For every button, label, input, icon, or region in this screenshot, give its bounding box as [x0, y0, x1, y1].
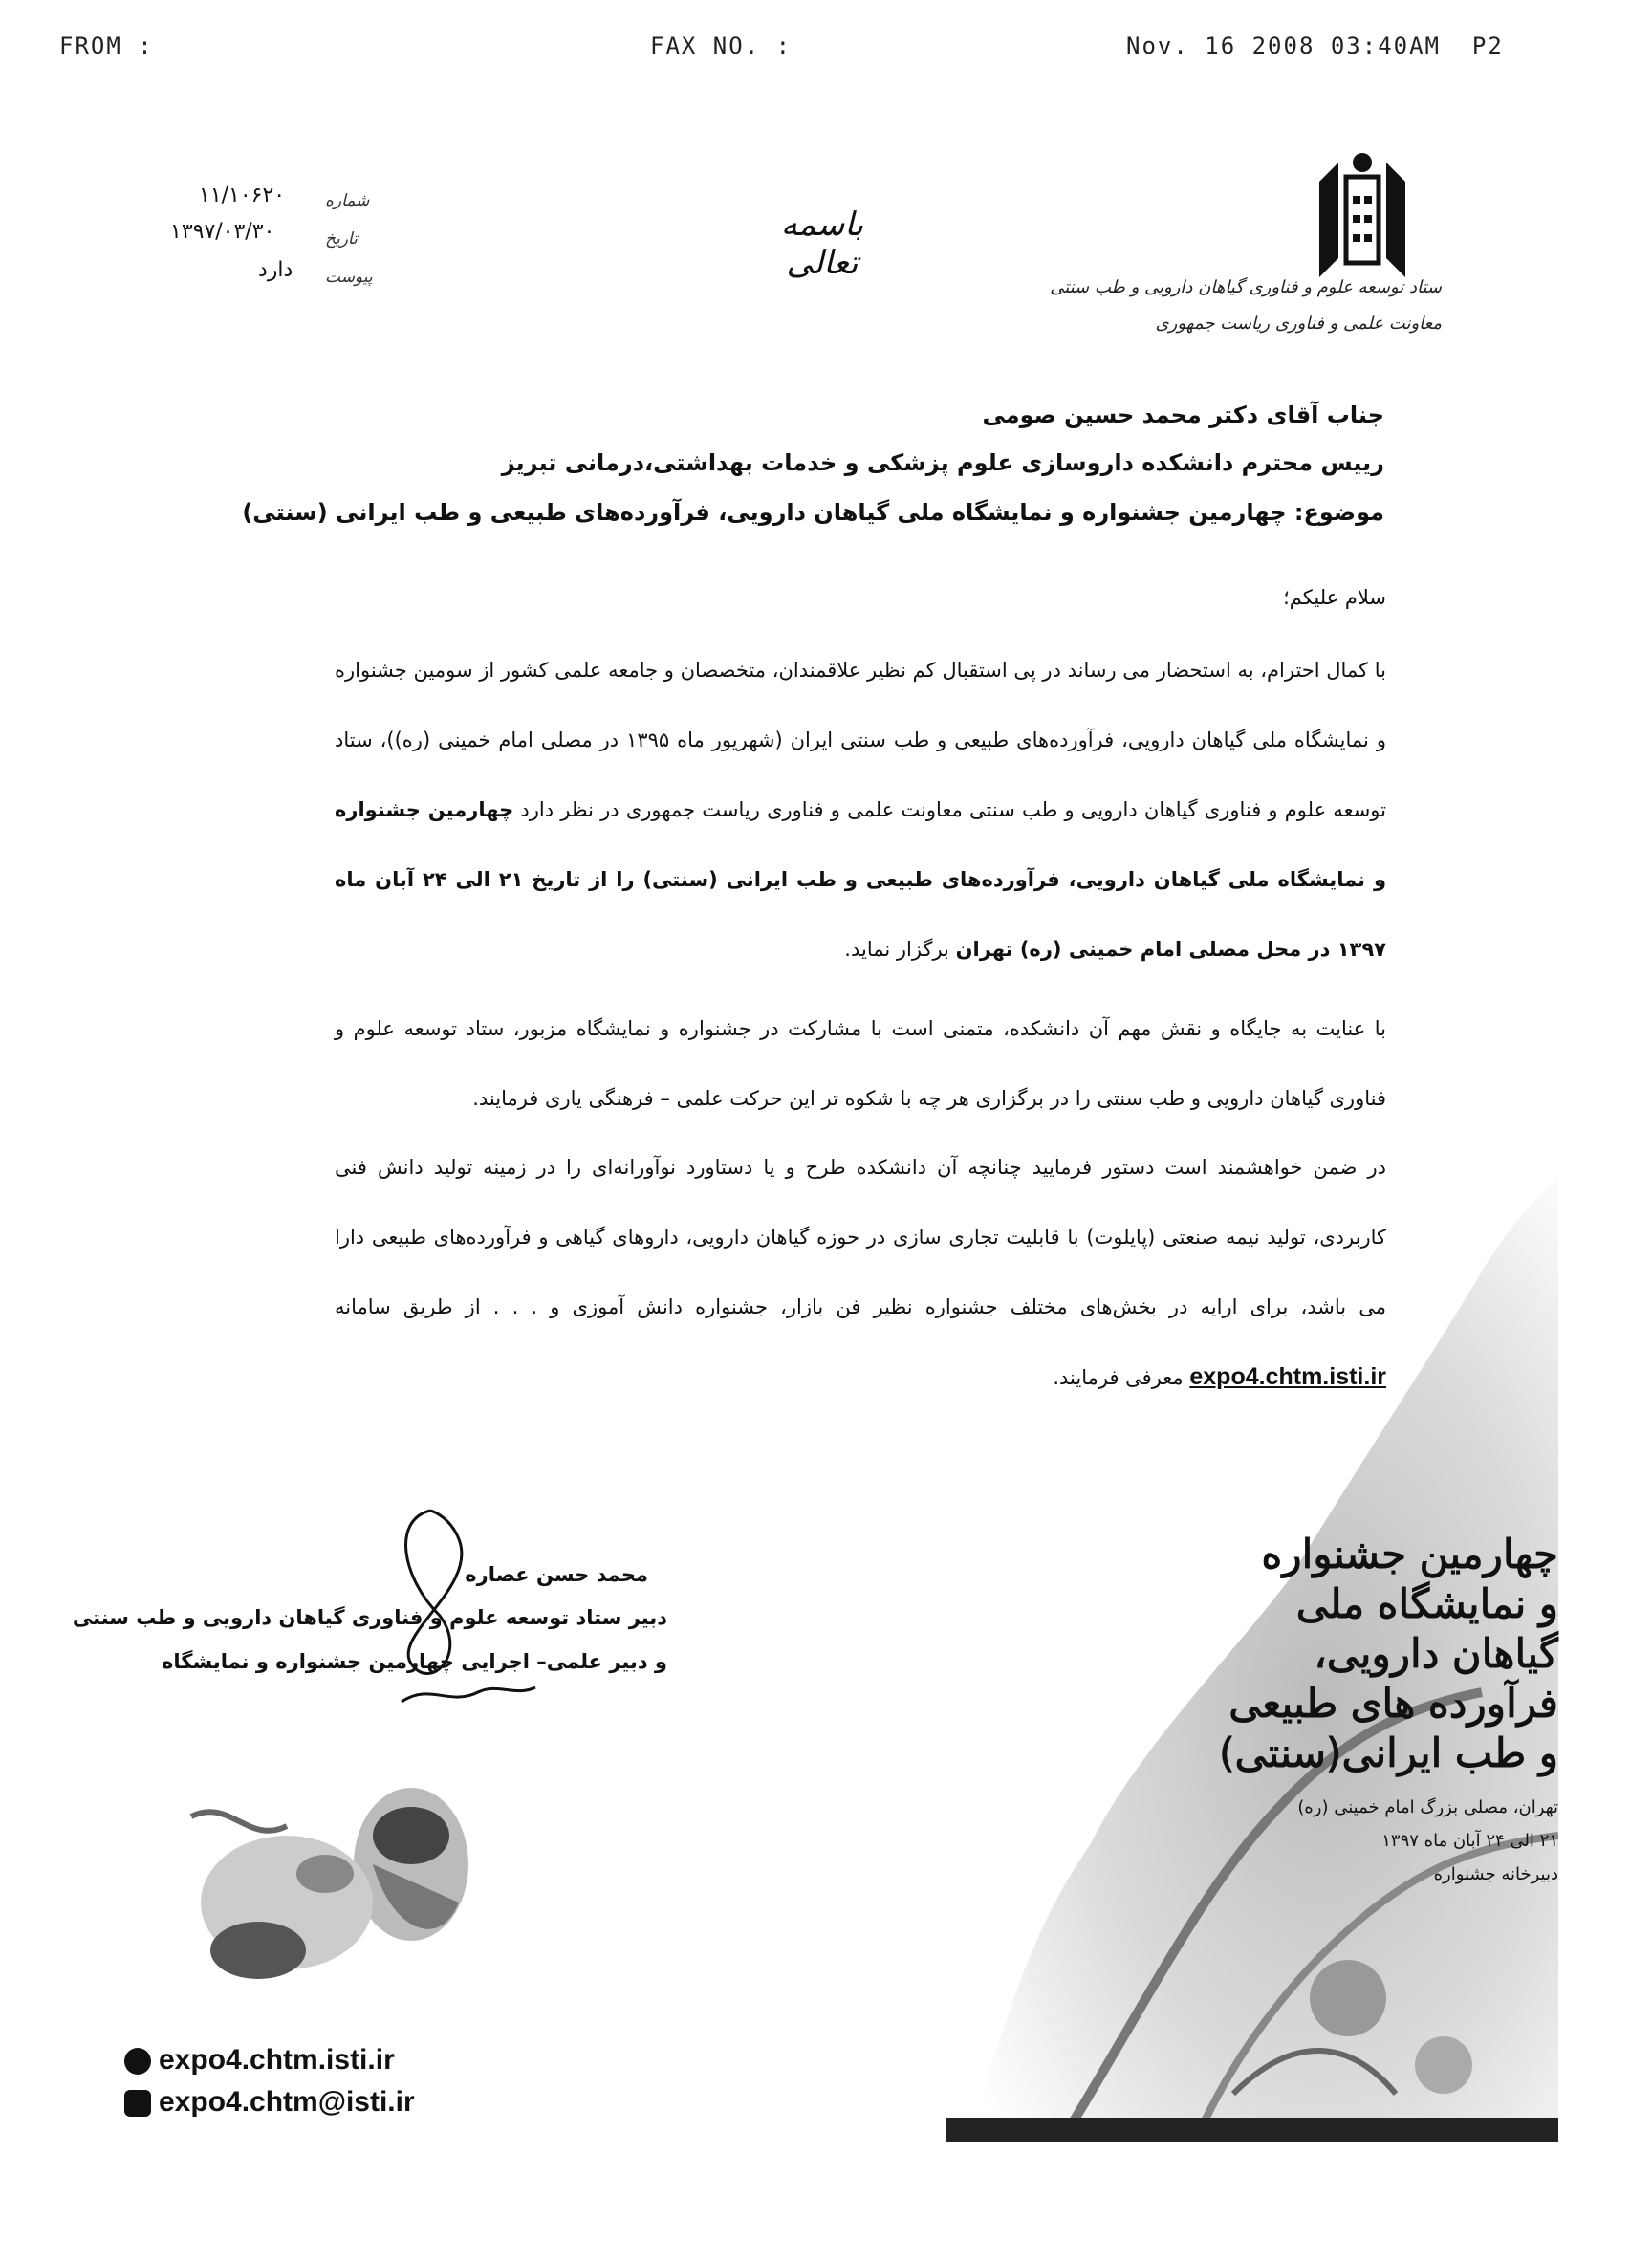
fax-from: FROM :	[59, 33, 154, 59]
paragraph-1	[335, 636, 1386, 985]
paragraph-1-end: برگزار نماید.	[844, 938, 949, 961]
fax-datetime: Nov. 16 2008 03:40AM P2	[1126, 33, 1504, 59]
footer-website[interactable]	[124, 2044, 395, 2077]
paragraph-3-end: معرفی فرمایند.	[1053, 1366, 1184, 1389]
organization-subtitle: معاونت علمی و فناوری ریاست جمهوری	[1155, 314, 1442, 334]
basmala-heading: باسمه تعالی	[780, 206, 864, 282]
footer-email[interactable]	[124, 2086, 415, 2119]
letter-number: ۱۱/۱۰۶۲۰	[199, 184, 286, 207]
poster-title-line: فرآورده های طبیعی	[1228, 1680, 1558, 1727]
footer-website-text: expo4.chtm.isti.ir	[159, 2044, 395, 2076]
footer-email-text: expo4.chtm@isti.ir	[159, 2086, 415, 2118]
signatory-role-2: و دبیر علمی– اجرایی چهارمین جشنواره و نمایشگاه	[161, 1650, 667, 1673]
paragraph-1-bold: چهارمین جشنواره و نمایشگاه ملی گیاهان دارویی، فرآورده‌های طبیعی و طب ایرانی (سنتی) را از تاریخ ۲۱ الی ۲۴ آبان ماه ۱۳۹۷ در محل مصلی امام خمینی (ره) تهران	[335, 798, 1387, 961]
number-label: شماره	[325, 191, 370, 210]
poster-title	[985, 1530, 1558, 1778]
poster-title-line: گیاهان دارویی،	[1314, 1630, 1558, 1677]
scholar-illustration-icon	[172, 1759, 497, 1998]
organization-logo-icon	[1300, 143, 1424, 287]
signatory-role-1: دبیر ستاد توسعه علوم و فناوری گیاهان دارویی و طب سنتی	[72, 1606, 667, 1629]
greeting: سلام علیکم؛	[1283, 586, 1386, 609]
poster-secretariat: دبیرخانه جشنواره	[1433, 1864, 1558, 1884]
letter-date: ۱۳۹۷/۰۳/۳۰	[170, 220, 275, 244]
addressee-name: جناب آقای دکتر محمد حسین صومی	[982, 402, 1384, 428]
addressee-title: رییس محترم دانشکده داروسازی علوم پزشکی و خدمات بهداشتی،درمانی تبریز	[501, 449, 1384, 476]
poster-title-line: و طب ایرانی(سنتی)	[1219, 1729, 1558, 1776]
fax-number: FAX NO. :	[650, 33, 793, 59]
attachment-value: دارد	[258, 258, 293, 282]
paragraph-3-text: در ضمن خواهشمند است دستور فرمایید چنانچه آن دانشکده طرح و یا دستاورد نوآورانه‌ای را در زمینه تولید دانش فنی کاربردی، تولید نیمه صنعتی (پایلوت) با قابلیت تجاری سازی در حوزه گیاهان دارویی، داروهای گیاهی و فرآورده‌های طبیعی دارا می باشد، برای ارایه در بخش‌های مختلف جشنواره نظیر فن بازار، جشنواره دانش آموزی و . . . از طریق سامانه	[335, 1156, 1386, 1318]
poster-title-line: و نمایشگاه ملی	[1295, 1580, 1558, 1627]
signatory-name: محمد حسن عصاره	[465, 1563, 648, 1586]
poster-venue: تهران، مصلی بزرگ امام خمینی (ره)	[1297, 1797, 1558, 1817]
organization-name: ستاد توسعه علوم و فناوری گیاهان دارویی و طب سنتی	[1050, 277, 1442, 297]
paragraph-1-intro: با کمال احترام، به استحضار می رساند در پی استقبال کم نظیر علاقمندان، متخصصان و جامعه علمی کشور از سومین جشنواره و نمایشگاه ملی گیاهان دارویی، فرآورده‌های طبیعی و طب سنتی ایران (شهریور ماه ۱۳۹۵ در مصلی امام خمینی (ره))، ستاد توسعه علوم و فناوری گیاهان دارویی و طب سنتی معاونت علمی و فناوری ریاست جمهوری در نظر دارد	[335, 659, 1386, 821]
email-icon	[124, 2090, 151, 2117]
attachment-label: پیوست	[325, 268, 373, 287]
expo-website-link[interactable]: expo4.chtm.isti.ir	[1189, 1363, 1386, 1390]
paragraph-2: با عنایت به جایگاه و نقش مهم آن دانشکده، متمنی است با مشارکت در جشنواره و نمایشگاه مزبور، ستاد توسعه علوم و فناوری گیاهان دارویی و طب سنتی را در برگزاری هر چه با شکوه تر این حرکت علمی – فرهنگی یاری فرمایند.	[335, 1017, 1386, 1110]
date-label: تاریخ	[325, 229, 358, 249]
poster-title-line: چهارمین جشنواره	[1261, 1531, 1558, 1577]
letter-subject: موضوع: چهارمین جشنواره و نمایشگاه ملی گیاهان دارویی، فرآورده‌های طبیعی و طب ایرانی (سنتی)	[242, 499, 1384, 526]
poster-dates: ۲۱ الی ۲۴ آبان ماه ۱۳۹۷	[1381, 1831, 1558, 1851]
globe-icon	[124, 2048, 151, 2075]
